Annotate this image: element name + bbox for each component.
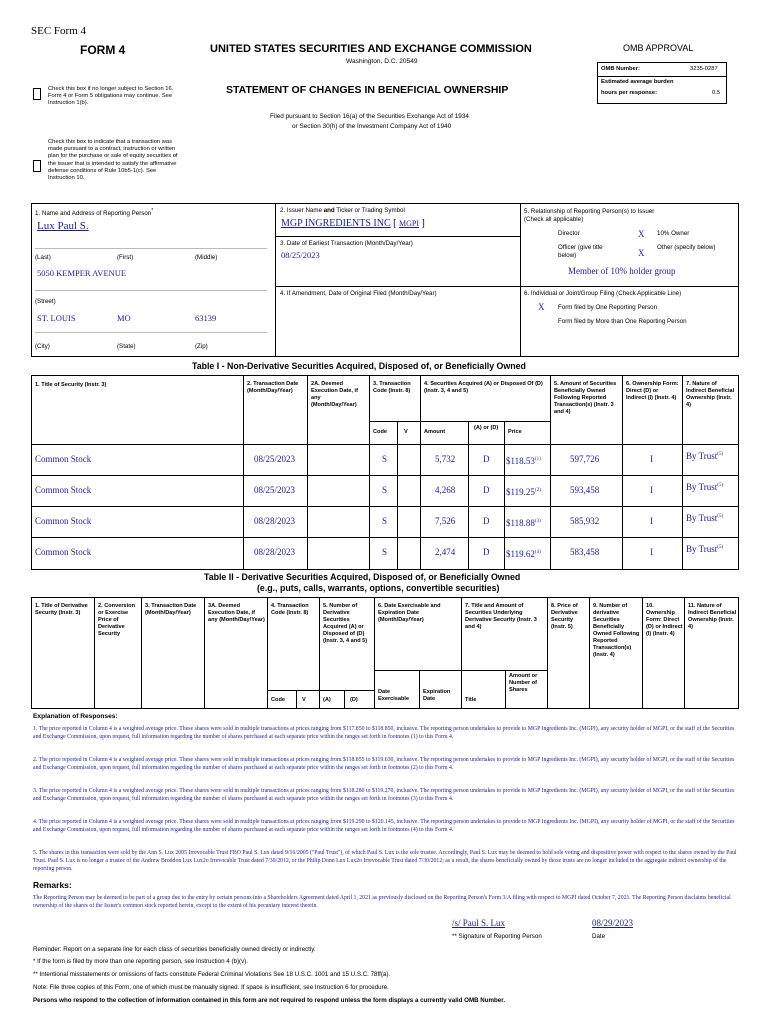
table1	[31, 375, 739, 570]
one-person-mark[interactable]: X	[538, 302, 545, 312]
row-amount: 4,268	[435, 485, 456, 495]
last-name-label: (Last)	[35, 254, 51, 261]
t1-sub-code: Code	[373, 429, 387, 435]
earliest-transaction-date: 08/25/2023	[281, 250, 320, 260]
remarks-heading: Remarks:	[33, 880, 72, 890]
footer-note-1: * If the form is filed by more than one reporting person, see Instruction 4 (b)(v).	[33, 958, 248, 965]
row-price-fn: (1)	[534, 457, 541, 462]
reminder: Reminder: Report on a separate line for each class of securities beneficially owned directly or indirectly.	[33, 946, 316, 953]
row-amount: 2,474	[435, 547, 456, 557]
other-mark[interactable]: X	[638, 248, 645, 258]
t2-col4: 4. Transaction Code (Instr. 8)	[271, 603, 309, 616]
box2-label-and: and	[323, 207, 335, 214]
row-price: $119.62	[506, 549, 535, 559]
other-description: Member of 10% holder group	[568, 266, 676, 276]
street-value: 5050 KEMPER AVENUE	[37, 268, 127, 278]
director-label: Director	[558, 230, 580, 237]
row-form: I	[650, 547, 653, 557]
t1-col3: 3. Transaction Code (Instr. 8)	[373, 381, 411, 394]
issuer-name[interactable]: MGP INGREDIENTS INC	[281, 218, 391, 229]
footnote-2: 2. The price reported in Column 4 is a weighted average price. These shares were sold in multiple transactions at prices ranging from $118.855 to $119.630, inclusive. The reporting person undertakes to provide to MGP Ingredients Inc. (MGPI), any security holder of MGPI, or the staff of the Securities and Exchange Commission, upon request, full information regarding the number of shares purchased at each separate price within the ranges set forth in footnotes (2) to this Form 4.	[33, 757, 735, 771]
t1-col6: 6. Ownership Form: Direct (D) or Indirect (I) (Instr. 4)	[626, 381, 679, 401]
row-amount: 7,526	[435, 516, 456, 526]
t2-sub-amount: Amount or Number of Shares	[509, 673, 538, 693]
t1-col2a: 2A. Deemed Execution Date, if any (Month/Day/Year)	[311, 381, 358, 408]
row-nature: By Trust	[686, 513, 718, 523]
footer-note-4: Persons who respond to the collection of information contained in this form are not required to respond unless the form displays a currently valid OMB Number.	[33, 997, 506, 1004]
row-price: $118.53	[506, 456, 535, 466]
row-code: S	[382, 454, 388, 464]
row-date: 08/28/2023	[254, 547, 296, 557]
footer-note-2: ** Intentional misstatements or omissions of facts constitute Federal Criminal Violations See 18 U.S.C. 1001 and 15 U.S.C. 78ff(a).	[33, 971, 391, 978]
box5-sub: (Check all applicable)	[524, 216, 584, 223]
t2-col5: 5. Number of Derivative Securities Acquired (A) or Disposed of (D) (Instr. 3, 4 and 5)	[323, 603, 368, 644]
t2-col2: 2. Conversion or Exercise Price of Derivative Security	[98, 603, 135, 637]
date-label: Date	[592, 933, 606, 940]
box4-label: 4. If Amendment, Date of Original Filed (Month/Day/Year)	[280, 290, 437, 297]
t2-col11: 11. Nature of Indirect Beneficial Ownership (Instr. 4)	[688, 603, 737, 630]
row-date: 08/28/2023	[254, 516, 296, 526]
rule10b51-checkbox[interactable]	[33, 160, 41, 172]
section16-text: Check this box if no longer subject to Section 16. Form 4 or Form 5 obligations may continue. See Instruction 1(b).	[48, 86, 174, 107]
row-title: Common Stock	[35, 547, 92, 557]
state-label: (State)	[117, 343, 136, 350]
row-code: S	[382, 485, 388, 495]
signature-date: 08/29/2023	[592, 918, 634, 928]
multi-person-label: Form filed by More than One Reporting Person	[558, 318, 687, 325]
director-mark[interactable]: X	[638, 229, 645, 239]
footer-note-3: Note: File three copies of this Form, one of which must be manually signed. If space is insufficient, see Instruction 6 for procedure.	[33, 984, 389, 991]
row-title: Common Stock	[35, 454, 92, 464]
other-label: Other (specify below)	[657, 244, 716, 251]
row-owned: 597,726	[570, 454, 600, 464]
omb-hours-label: hours per response:	[601, 90, 658, 96]
street-label: (Street)	[35, 298, 56, 305]
rule10b51-text: Check this box to indicate that a transaction was made pursuant to a contract, instruction or written plan for the purchase or sale of equity securities of the issuer that is intended to satisfy the affirmative defense conditions of Rule 10b5-1(c). See Instruction 10.	[48, 139, 178, 182]
row-date: 08/25/2023	[254, 485, 296, 495]
table1-title: Table I - Non-Derivative Securities Acquired, Disposed of, or Beneficially Owned	[192, 361, 526, 371]
signature-label: ** Signature of Reporting Person	[452, 933, 542, 940]
row-owned: 585,932	[570, 516, 600, 526]
row-nature-fn: (5)	[717, 452, 724, 457]
first-name-label: (First)	[117, 254, 134, 261]
box6-label: 6. Individual or Joint/Group Filing (Check Applicable Line)	[524, 290, 682, 297]
filed-line-2: or Section 30(h) of the Investment Company Act of 1940	[292, 123, 452, 130]
row-amount: 5,732	[435, 454, 456, 464]
box2-label-post: Ticker or Trading Symbol	[334, 207, 405, 214]
row-price: $119.25	[506, 487, 535, 497]
t2-sub-exp: Expiration Date	[423, 689, 451, 702]
commission-location: Washington, D.C. 20549	[346, 58, 418, 65]
row-nature: By Trust	[686, 544, 718, 554]
t2-col7: 7. Title and Amount of Securities Underlying Derivative Security (Instr. 3 and 4)	[465, 603, 537, 630]
row-code: S	[382, 547, 388, 557]
issuer-ticker[interactable]: MGPI	[398, 219, 419, 228]
box5-label: 5. Relationship of Reporting Person(s) to Issuer	[524, 208, 655, 215]
omb-burden-label: Estimated average burden	[601, 79, 674, 85]
row-form: I	[650, 454, 653, 464]
t2-col9: 9. Number of derivative Securities Beneficially Owned Following Reported Transaction(s) (Instr. 4)	[593, 603, 640, 658]
omb-approval-title: OMB APPROVAL	[623, 43, 694, 53]
row-ad: D	[483, 547, 490, 557]
t1-sub-v: V	[404, 429, 408, 435]
t1-sub-aord: (A) or (D)	[474, 425, 499, 431]
state-value: MO	[117, 313, 131, 323]
footnote-3: 3. The price reported in Column 4 is a weighted average price. These shares were sold in multiple transactions at prices ranging from $118.280 to $119.270, inclusive. The reporting person undertakes to provide to MGP Ingredients Inc. (MGPI), any security holder of MGPI, or the staff of the Securities and Exchange Commission, upon request, full information regarding the number of shares purchased at each separate price within the ranges set forth in footnotes (3) to this Form 4.	[33, 788, 735, 802]
row-price: $118.88	[506, 518, 535, 528]
row-ad: D	[483, 485, 490, 495]
one-person-label: Form filed by One Reporting Person	[558, 304, 658, 311]
row-form: I	[650, 485, 653, 495]
form-title: FORM 4	[80, 43, 126, 57]
box2-label-pre: 2. Issuer Name	[280, 207, 324, 214]
t2-col1: 1. Title of Derivative Security (Instr. 3)	[35, 603, 88, 616]
row-ad: D	[483, 516, 490, 526]
t2-col3a: 3A. Deemed Execution Date, if any (Month/Day/Year)	[208, 603, 265, 623]
row-date: 08/25/2023	[254, 454, 296, 464]
t2-col8: 8. Price of Derivative Security (Instr. 5)	[551, 603, 578, 630]
commission-title: UNITED STATES SECURITIES AND EXCHANGE COMMISSION	[210, 43, 532, 55]
t1-sub-price: Price	[508, 429, 522, 435]
footnote-5: 5. The shares in this transaction were sold by the Ann S. Lux 2005 Irrevocable Trust FBO Paul S. Lux dated 9/16/2005 ("Paul Trust"), of which Paul S. Lux is the sole trustee. Accordingly, Paul S. Lux may be deemed to hold sole voting and dispositive power with respect to the shares owned by the Paul Trust. Paul S. Lux is no longer a trustee of the Andrew Broddon Lux Lux2o Irrevocable Trust dated 7/30/2012, or the Philip Donn Lux Lux2o Irrevocable Trust dated 7/30/2012; as a result, the shares beneficially owned by those trusts are no longer included in the aggregate indirect ownership of the reporting person.	[33, 850, 737, 872]
sec-form-label: SEC Form 4	[31, 25, 87, 37]
row-price-fn: (2)	[534, 488, 541, 493]
t1-col1: 1. Title of Security (Instr. 3)	[35, 382, 107, 388]
middle-name-label: (Middle)	[195, 254, 218, 261]
row-nature-fn: (5)	[717, 545, 724, 550]
t2-col3: 3. Transaction Date (Month/Day/Year)	[145, 603, 197, 616]
zip-label: (Zip)	[195, 343, 208, 350]
table2-title: Table II - Derivative Securities Acquired, Disposed of, or Beneficially Owned	[204, 572, 521, 582]
t1-col7: 7. Nature of Indirect Beneficial Ownership (Instr. 4)	[686, 381, 735, 408]
row-form: I	[650, 516, 653, 526]
row-ad: D	[483, 454, 490, 464]
t1-col5: 5. Amount of Securities Beneficially Owned Following Reported Transaction(s) (Instr. 3 and 4)	[554, 381, 617, 415]
city-label: (City)	[35, 343, 50, 350]
t2-col10: 10. Ownership Form: Direct (D) or Indirect (I) (Instr. 4)	[646, 603, 683, 637]
footnote-4: 4. The price reported in Column 4 is a weighted average price. These shares were sold in multiple transactions at prices ranging from $119.290 to $120.145, inclusive. The reporting person undertakes to provide to MGP Ingredients Inc. (MGPI), any security holder of MGPI, or the staff of the Securities and Exchange Commission, upon request, full information regarding the number of shares purchased at each separate price within the ranges set forth in footnotes (4) to this Form 4.	[33, 819, 735, 833]
row-nature: By Trust	[686, 451, 718, 461]
omb-hours-value: 0.5	[712, 90, 721, 96]
row-code: S	[382, 516, 388, 526]
reporting-person-name[interactable]: Lux Paul S.	[37, 220, 89, 232]
ten-pct-label: 10% Owner	[657, 230, 690, 237]
city-value: ST. LOUIS	[37, 313, 76, 323]
row-title: Common Stock	[35, 516, 92, 526]
footnote-1: 1. The price reported in Column 4 is a weighted average price. These shares were sold in multiple transactions at prices ranging from $117.850 to $118.850, inclusive. The reporting person undertakes to provide to MGP Ingredients Inc. (MGPI), any security holder of MGPI, or the staff of the Securities and Exchange Commission, upon request, full information regarding the number of shares purchased at each separate price within the ranges set forth in footnotes (1) to this Form 4.	[33, 726, 735, 740]
t2-sub-code: Code	[271, 697, 285, 703]
row-price-fn: (3)	[534, 519, 541, 524]
t1-col4: 4. Securities Acquired (A) or Disposed Of (D) (Instr. 3, 4 and 5)	[424, 381, 543, 394]
table2-subtitle: (e.g., puts, calls, warrants, options, convertible securities)	[257, 583, 500, 593]
remarks-text: The Reporting Person may be deemed to be part of a group due to the entry by certain persons into a Shareholders Agreement dated April 1, 2021 as previously disclosed on the Reporting Person's Form 3/A filing with respect to MGPI dated October 7, 2021. The Reporting Person disclaims beneficial ownership of the shares of the Issuer's common stock reported herein, except to the extent of his pecuniary interest therein.	[33, 895, 731, 909]
statement-title: STATEMENT OF CHANGES IN BENEFICIAL OWNERSHIP	[226, 84, 509, 96]
box1-star: *	[151, 208, 154, 214]
t2-sub-date-ex: Date Exercisable	[378, 689, 410, 702]
row-price-fn: (4)	[534, 550, 541, 555]
t2-col6: 6. Date Exercisable and Expiration Date (Month/Day/Year)	[378, 603, 441, 623]
row-owned: 583,458	[570, 547, 600, 557]
row-nature-fn: (5)	[717, 514, 724, 519]
omb-number-value: 3235-0287	[690, 66, 718, 72]
row-title: Common Stock	[35, 485, 92, 495]
row-nature: By Trust	[686, 482, 718, 492]
t2-sub-d: (D)	[350, 697, 358, 703]
officer-label: Officer (give title below)	[558, 244, 603, 259]
t1-col2: 2. Transaction Date (Month/Day/Year)	[247, 381, 299, 394]
row-owned: 593,458	[570, 485, 600, 495]
t2-sub-v: V	[302, 697, 306, 703]
explanation-heading: Explanation of Responses:	[33, 713, 118, 720]
zip-value: 63139	[195, 313, 217, 323]
t2-sub-title: Title	[465, 697, 477, 703]
signature-name: /s/ Paul S. Lux	[452, 918, 506, 928]
t1-sub-amount: Amount	[424, 429, 446, 435]
section16-checkbox[interactable]	[33, 88, 41, 100]
omb-number-label: OMB Number:	[601, 66, 640, 72]
box1-label: 1. Name and Address of Reporting Person	[35, 210, 152, 218]
t2-sub-a: (A)	[323, 697, 331, 703]
filed-line-1: Filed pursuant to Section 16(a) of the Securities Exchange Act of 1934	[270, 113, 469, 120]
box3-label: 3. Date of Earliest Transaction (Month/Day/Year)	[280, 240, 413, 247]
row-nature-fn: (5)	[717, 483, 724, 488]
